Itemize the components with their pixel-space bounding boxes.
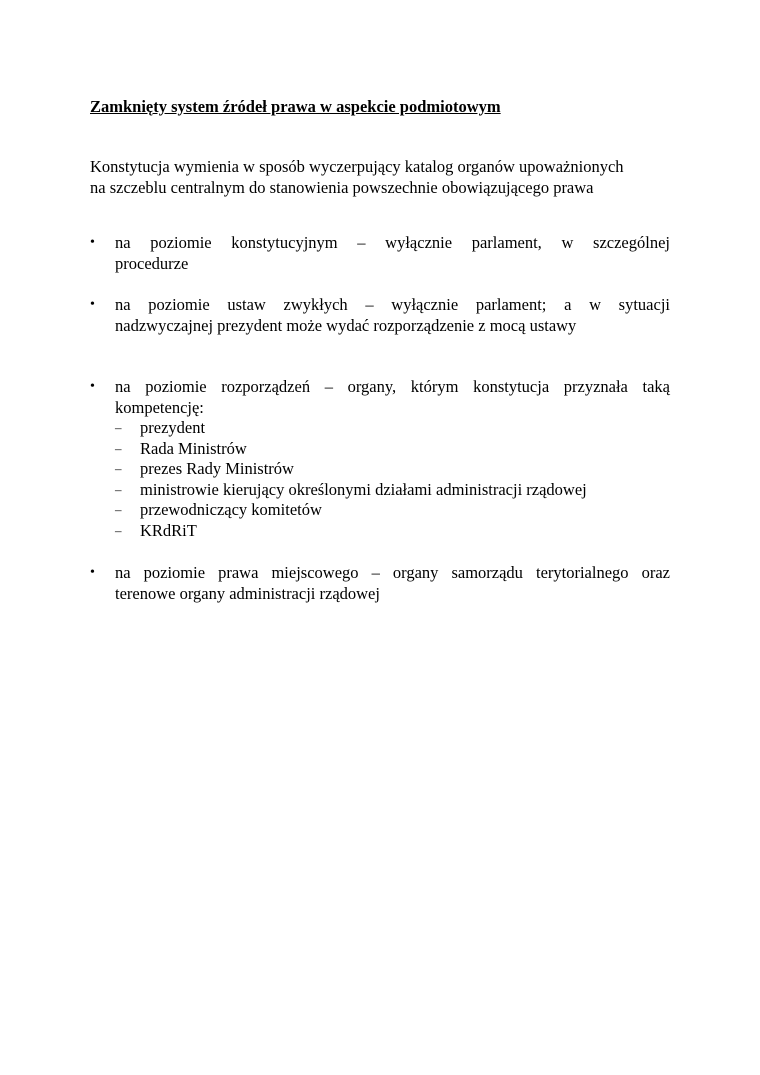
sub-list-item — [115, 418, 670, 439]
sub-list-item — [115, 521, 670, 542]
sub-list-item — [115, 439, 670, 460]
sub-list-item — [115, 480, 670, 501]
intro-paragraph — [90, 156, 680, 198]
bullet-text — [115, 376, 670, 541]
bullet-line: na poziomie ustaw zwykłych – wyłącznie parlament; a w sytuacji — [115, 295, 670, 314]
bullet-text — [115, 294, 670, 336]
bullet-dot-icon: • — [90, 297, 95, 312]
dash-icon: – — [115, 440, 122, 456]
sub-list-item-label: ministrowie kierujący określonymi działami administracji rządowej — [140, 479, 587, 499]
bullet-line: na poziomie prawa miejscowego – organy samorządu terytorialnego oraz — [115, 563, 670, 582]
document-title: Zamknięty system źródeł prawa w aspekcie podmiotowym — [90, 97, 501, 116]
bullet-dot-icon: • — [90, 379, 95, 394]
dash-icon: – — [115, 522, 122, 538]
bullet-line: terenowe organy administracji rządowej — [115, 584, 380, 603]
bullet-line: kompetencję: — [115, 398, 204, 417]
intro-line: na szczeblu centralnym do stanowienia powszechnie obowiązującego prawa — [90, 178, 594, 197]
bullet-text — [115, 562, 670, 604]
bullet-item-statutes — [90, 294, 670, 336]
sub-list-item-label: przewodniczący komitetów — [140, 500, 322, 519]
bullet-item-local-law — [90, 562, 670, 604]
bullet-line: na poziomie rozporządzeń – organy, którym konstytucja przyznała taką — [115, 377, 670, 396]
bullet-line: nadzwyczajnej prezydent może wydać rozporządzenie z mocą ustawy — [115, 316, 577, 335]
dash-icon: – — [115, 502, 122, 517]
bullet-dot-icon: • — [90, 565, 95, 580]
sub-list-item-label: prezes Rady Ministrów — [140, 459, 294, 478]
bullet-item-constitutional — [90, 232, 670, 274]
sub-list-item-label: prezydent — [140, 418, 206, 437]
dash-icon: – — [115, 481, 122, 497]
dash-icon: – — [115, 461, 122, 476]
authority-sub-list — [115, 418, 670, 541]
sub-list-item — [115, 500, 670, 521]
dash-icon: – — [115, 420, 122, 435]
intro-line: Konstytucja wymienia w sposób wyczerpujący katalog organów upoważnionych — [90, 157, 624, 176]
sub-list-item-label: Rada Ministrów — [140, 438, 247, 458]
sub-list-item-label: KRdRiT — [140, 520, 197, 540]
bullet-line: procedurze — [115, 254, 189, 273]
sub-list-item — [115, 459, 670, 480]
bullet-text — [115, 232, 670, 274]
bullet-line: na poziomie konstytucyjnym – wyłącznie parlament, w szczególnej — [115, 233, 670, 252]
bullet-item-regulations — [90, 376, 670, 541]
bullet-dot-icon: • — [90, 235, 95, 250]
